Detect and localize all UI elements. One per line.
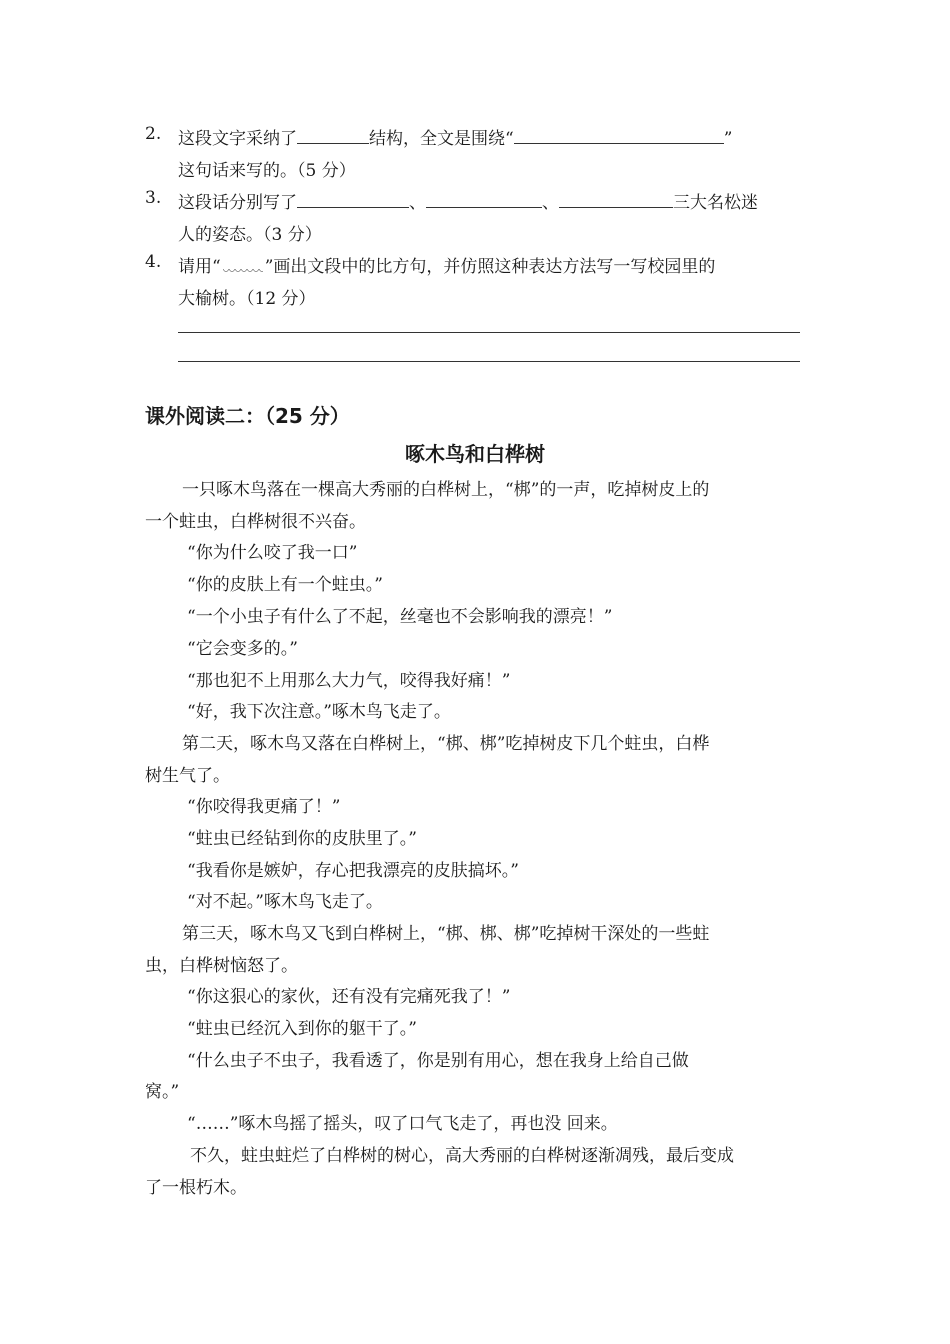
answer-blank[interactable] (559, 188, 673, 208)
answer-blank[interactable] (297, 124, 369, 144)
story-dialogue-line: “蛀虫已经沉入到你的躯干了。” (187, 1019, 417, 1039)
question-3-text-a: 这段话分别写了 (178, 193, 297, 213)
story-paragraph-line: 虫，白桦树恼怒了。 (145, 956, 298, 976)
question-4-number: 4. (145, 252, 162, 272)
answer-blank[interactable] (514, 124, 724, 144)
story-dialogue-line: “它会变多的。” (187, 639, 298, 659)
question-4-line-1 (178, 252, 715, 277)
section-heading: 课外阅读二：（25 分） (145, 404, 350, 428)
story-title: 啄木鸟和白桦树 (405, 442, 545, 466)
story-paragraph-line: 一个蛀虫，白桦树很不兴奋。 (145, 512, 366, 532)
question-2-text-b: 结构，全文是围绕“ (369, 129, 514, 149)
story-paragraph-line: 了一根朽木。 (145, 1178, 247, 1198)
story-dialogue-line: “对不起。”啄木鸟飞走了。 (187, 892, 383, 912)
question-2-text-c: ” (723, 129, 733, 149)
story-dialogue-line: “好，我下次注意。”啄木鸟飞走了。 (187, 702, 451, 722)
story-paragraph-line: 第三天，啄木鸟又飞到白桦树上，“梆、梆、梆”吃掉树干深处的一些蛀 (182, 924, 710, 944)
wavy-underline-mark (221, 255, 265, 272)
question-3-number: 3. (145, 188, 162, 208)
answer-blank[interactable] (426, 188, 542, 208)
story-dialogue-line: “你这狠心的家伙，还有没有完痛死我了！” (187, 987, 511, 1007)
question-4-text-a: 请用“ (178, 257, 221, 277)
question-3-text-b: 三大名松迷 (673, 193, 758, 213)
story-dialogue-line: “什么虫子不虫子，我看透了，你是别有用心，想在我身上给自己做 (187, 1051, 689, 1071)
answer-blank[interactable] (297, 188, 409, 208)
question-3-sep-1: 、 (409, 193, 426, 213)
story-dialogue-line: “一个小虫子有什么了不起，丝毫也不会影响我的漂亮！” (187, 607, 613, 627)
question-4-line-2: 大榆树。（12 分） (178, 289, 316, 309)
question-2-line-1 (178, 124, 732, 149)
story-dialogue-line: “你咬得我更痛了！” (187, 797, 341, 817)
story-paragraph-line: 第二天，啄木鸟又落在白桦树上，“梆、梆”吃掉树皮下几个蛀虫，白桦 (182, 734, 710, 754)
story-paragraph-line: 不久，蛀虫蛀烂了白桦树的树心，高大秀丽的白桦树逐渐凋残，最后变成 (190, 1146, 734, 1166)
story-dialogue-line: “我看你是嫉妒，存心把我漂亮的皮肤搞坏。” (187, 861, 519, 881)
story-dialogue-line: 窝。” (145, 1082, 180, 1102)
story-dialogue-line: “……”啄木鸟摇了摇头，叹了口气飞走了，再也没 回来。 (187, 1114, 618, 1134)
question-2-text-a: 这段文字采纳了 (178, 129, 297, 149)
story-dialogue-line: “蛀虫已经钻到你的皮肤里了。” (187, 829, 417, 849)
story-dialogue-line: “你的皮肤上有一个蛀虫。” (187, 575, 383, 595)
answer-line-2[interactable] (178, 361, 800, 362)
question-2-line-2: 这句话来写的。（5 分） (178, 161, 356, 181)
question-4-text-b: ”画出文段中的比方句，并仿照这种表达方法写一写校园里的 (264, 257, 716, 277)
question-3-line-2: 人的姿态。（3 分） (178, 225, 322, 245)
story-paragraph-line: 树生气了。 (145, 766, 230, 786)
story-dialogue-line: “你为什么咬了我一口” (187, 543, 358, 563)
answer-line-1[interactable] (178, 332, 800, 333)
story-paragraph-line: 一只啄木鸟落在一棵高大秀丽的白桦树上，“梆”的一声，吃掉树皮上的 (182, 480, 710, 500)
question-3-sep-2: 、 (542, 193, 559, 213)
question-3-line-1 (178, 188, 758, 213)
story-dialogue-line: “那也犯不上用那么大力气，咬得我好痛！” (187, 671, 511, 691)
question-2-number: 2. (145, 124, 162, 144)
